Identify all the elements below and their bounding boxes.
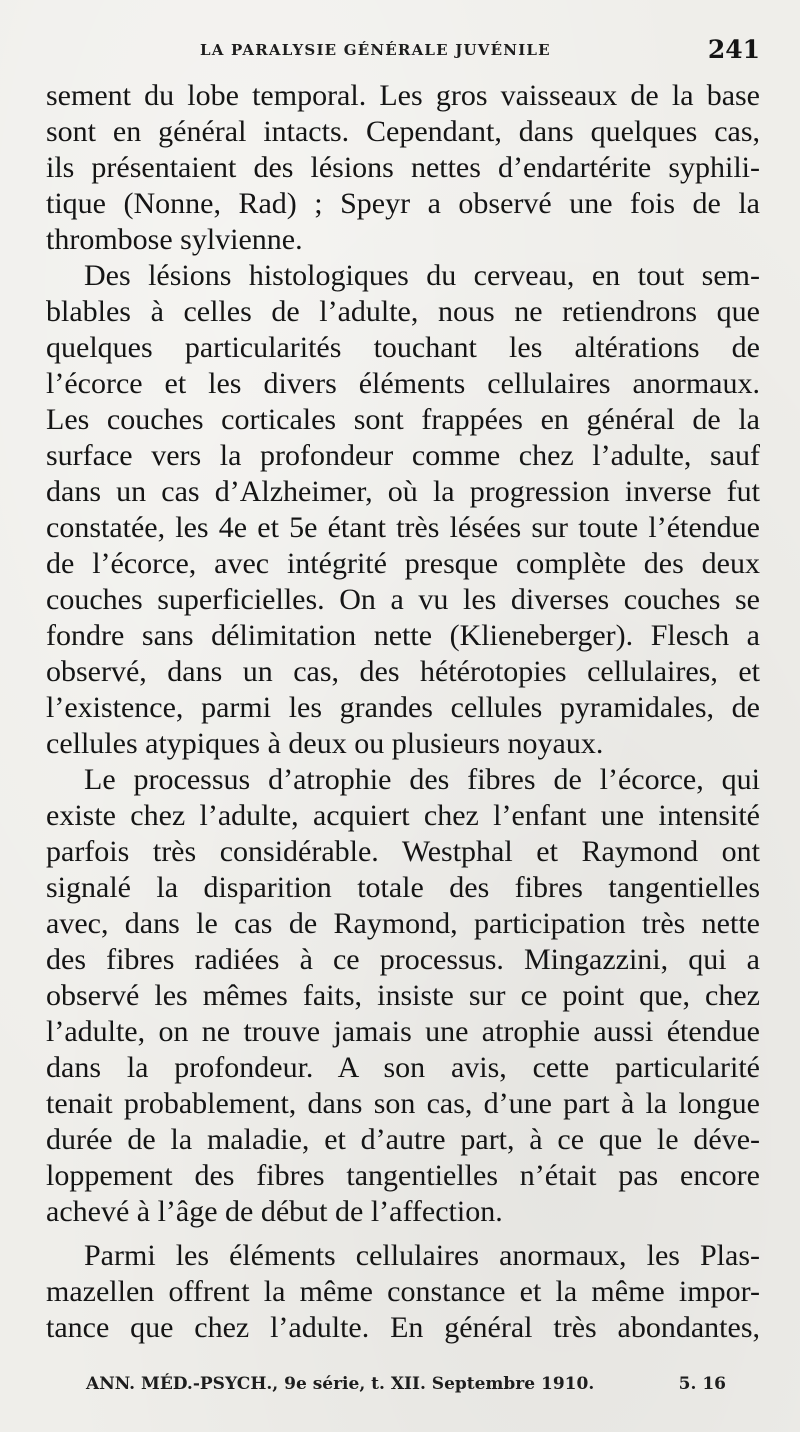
- text-line: dans un cas d’Alzheimer, où la progression inverse fut: [46, 475, 760, 508]
- text-line: observé les mêmes faits, insiste sur ce point que, chez: [46, 979, 760, 1012]
- body-text: [46, 78, 760, 1346]
- text-line: constatée, les 4e et 5e étant très lésées sur toute l’étendue: [46, 511, 760, 544]
- signature-mark: 5. 16: [678, 1374, 726, 1394]
- running-title: LA PARALYSIE GÉNÉRALE JUVÉNILE: [200, 41, 551, 59]
- text-line: signalé la disparition totale des fibres tangentielles: [46, 871, 760, 904]
- text-line: des fibres radiées à ce processus. Mingazzini, qui a: [46, 943, 760, 976]
- text-line: Le processus d’atrophie des fibres de l’écorce, qui: [84, 763, 760, 796]
- text-line: ils présentaient des lésions nettes d’endartérite syphili-: [46, 151, 760, 184]
- text-line: tique (Nonne, Rad) ; Speyr a observé une fois de la: [46, 187, 760, 220]
- text-line: de l’écorce, avec intégrité presque complète des deux: [46, 547, 760, 580]
- text-line: quelques particularités touchant les altérations de: [46, 331, 760, 364]
- text-line: surface vers la profondeur comme chez l’adulte, sauf: [46, 439, 760, 472]
- running-head: [46, 36, 760, 76]
- text-line: parfois très considérable. Westphal et Raymond ont: [46, 835, 760, 868]
- page-number: 241: [707, 35, 760, 64]
- text-line: l’écorce et les divers éléments cellulaires anormaux.: [46, 367, 760, 400]
- text-line: Parmi les éléments cellulaires anormaux, les Plas-: [84, 1239, 760, 1272]
- text-line: avec, dans le cas de Raymond, participation très nette: [46, 907, 760, 940]
- text-line: l’existence, parmi les grandes cellules pyramidales, de: [46, 691, 760, 724]
- text-line: couches superficielles. On a vu les diverses couches se: [46, 583, 760, 616]
- text-line: tenait probablement, dans son cas, d’une part à la longue: [46, 1087, 760, 1120]
- text-line: l’adulte, on ne trouve jamais une atrophie aussi étendue: [46, 1015, 760, 1048]
- text-line: Les couches corticales sont frappées en général de la: [46, 403, 760, 436]
- text-line: mazellen offrent la même constance et la même impor-: [46, 1275, 760, 1308]
- text-line: fondre sans délimitation nette (Klieneberger). Flesch a: [46, 619, 760, 652]
- paragraph-gap: [46, 1230, 760, 1238]
- journal-citation: ANN. MÉD.-PSYCH., 9e série, t. XII. Septembre 1910.: [86, 1374, 595, 1394]
- text-line: cellules atypiques à deux ou plusieurs noyaux.: [46, 727, 604, 760]
- footer: [86, 1374, 726, 1394]
- text-line: tance que chez l’adulte. En général très abondantes,: [46, 1311, 760, 1344]
- text-line: observé, dans un cas, des hétérotopies cellulaires, et: [46, 655, 760, 688]
- text-line: Des lésions histologiques du cerveau, en tout sem-: [84, 259, 760, 292]
- text-line: thrombose sylvienne.: [46, 223, 303, 256]
- text-line: sement du lobe temporal. Les gros vaisseaux de la base: [46, 79, 760, 112]
- text-line: loppement des fibres tangentielles n’était pas encore: [46, 1159, 760, 1192]
- text-line: achevé à l’âge de début de l’affection.: [46, 1195, 503, 1228]
- text-line: existe chez l’adulte, acquiert chez l’enfant une intensité: [46, 799, 760, 832]
- text-line: blables à celles de l’adulte, nous ne retiendrons que: [46, 295, 760, 328]
- text-line: sont en général intacts. Cependant, dans quelques cas,: [46, 115, 760, 148]
- text-line: dans la profondeur. A son avis, cette particularité: [46, 1051, 760, 1084]
- text-line: durée de la maladie, et d’autre part, à ce que le déve-: [46, 1123, 760, 1156]
